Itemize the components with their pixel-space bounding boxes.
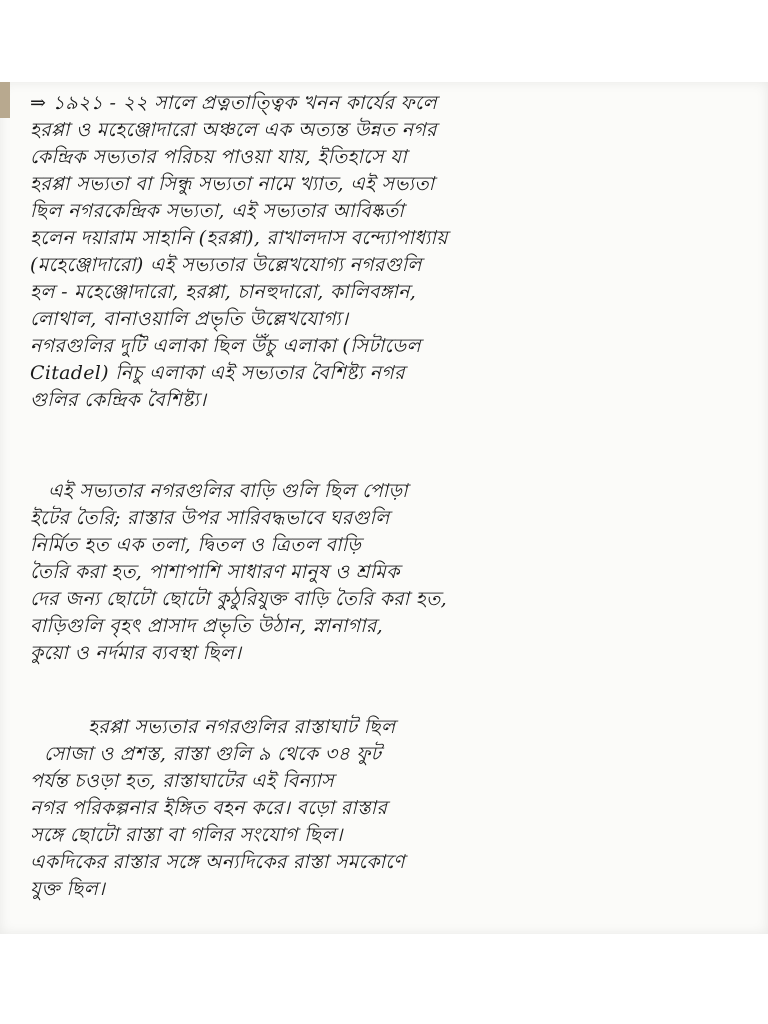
text-line: নগরগুলির দুটি এলাকা ছিল উঁচু এলাকা (সিটাডেল bbox=[30, 335, 421, 357]
text-line: এই সভ্যতার নগরগুলির বাড়ি গুলি ছিল পোড়া bbox=[48, 480, 408, 502]
text-line: লোথাল, বানাওয়ালি প্রভৃতি উল্লেখযোগ্য। bbox=[30, 308, 349, 330]
text-line: (মহেঞ্জোদারো) এই সভ্যতার উল্লেখযোগ্য নগরগুলি bbox=[30, 254, 422, 276]
paper-edge-mark bbox=[0, 82, 10, 118]
paragraph-harappa-intro bbox=[30, 90, 752, 414]
text-line: সোজা ও প্রশস্ত, রাস্তা গুলি ৯ থেকে ৩৪ ফুট bbox=[44, 743, 382, 765]
text-line: ⇒ ১৯২১ - ২২ সালে প্রত্নতাত্ত্বিক খনন কার্যের ফলে bbox=[30, 92, 437, 114]
paragraph-houses bbox=[30, 478, 752, 667]
text-line: হরপ্পা ও মহেঞ্জোদারো অঞ্চলে এক অত্যন্ত উন্নত নগর bbox=[30, 119, 437, 141]
paragraph-roads bbox=[30, 714, 752, 903]
text-line: ছিল নগরকেন্দ্রিক সভ্যতা, এই সভ্যতার আবিষ্কর্তা bbox=[30, 200, 405, 222]
text-line: সঙ্গে ছোটো রাস্তা বা গলির সংযোগ ছিল। bbox=[30, 824, 343, 846]
text-line: কেন্দ্রিক সভ্যতার পরিচয় পাওয়া যায়, ইতিহাসে যা bbox=[30, 146, 407, 168]
text-line: কুয়ো ও নর্দমার ব্যবস্থা ছিল। bbox=[30, 642, 242, 664]
text-line: পর্যন্ত চওড়া হত, রাস্তাঘাটের এই বিন্যাস bbox=[30, 770, 335, 792]
text-line: বাড়িগুলি বৃহৎ প্রাসাদ প্রভৃতি উঠান, স্নানাগার, bbox=[30, 615, 383, 637]
text-line: নির্মিত হত এক তলা, দ্বিতল ও ত্রিতল বাড়ি bbox=[30, 534, 362, 556]
text-line: হরপ্পা সভ্যতার নগরগুলির রাস্তাঘাট ছিল bbox=[88, 716, 396, 738]
text-line: ইটের তৈরি; রাস্তার উপর সারিবদ্ধভাবে ঘরগুলি bbox=[30, 507, 390, 529]
text-line: Citadel) নিচু এলাকা এই সভ্যতার বৈশিষ্ট্য নগর bbox=[30, 362, 405, 384]
text-line: যুক্ত ছিল। bbox=[30, 878, 106, 900]
handwritten-notes bbox=[30, 82, 752, 934]
text-line: হল - মহেঞ্জোদারো, হরপ্পা, চানহুদারো, কালিবঙ্গান, bbox=[30, 281, 417, 303]
text-line: নগর পরিকল্পনার ইঙ্গিত বহন করে। বড়ো রাস্তার bbox=[30, 797, 388, 819]
text-line: হলেন দয়ারাম সাহানি (হরপ্পা), রাখালদাস বন্দ্যোপাধ্যায় bbox=[30, 227, 448, 249]
text-line: গুলির কেন্দ্রিক বৈশিষ্ট্য। bbox=[30, 389, 207, 411]
text-line: দের জন্য ছোটো ছোটো কুঠুরিযুক্ত বাড়ি তৈরি করা হত, bbox=[30, 588, 447, 610]
text-line: হরপ্পা সভ্যতা বা সিন্ধু সভ্যতা নামে খ্যাত, এই সভ্যতা bbox=[30, 173, 435, 195]
text-line: তৈরি করা হত, পাশাপাশি সাধারণ মানুষ ও শ্রমিক bbox=[30, 561, 400, 583]
text-line: একদিকের রাস্তার সঙ্গে অন্যদিকের রাস্তা সমকোণে bbox=[30, 851, 405, 873]
